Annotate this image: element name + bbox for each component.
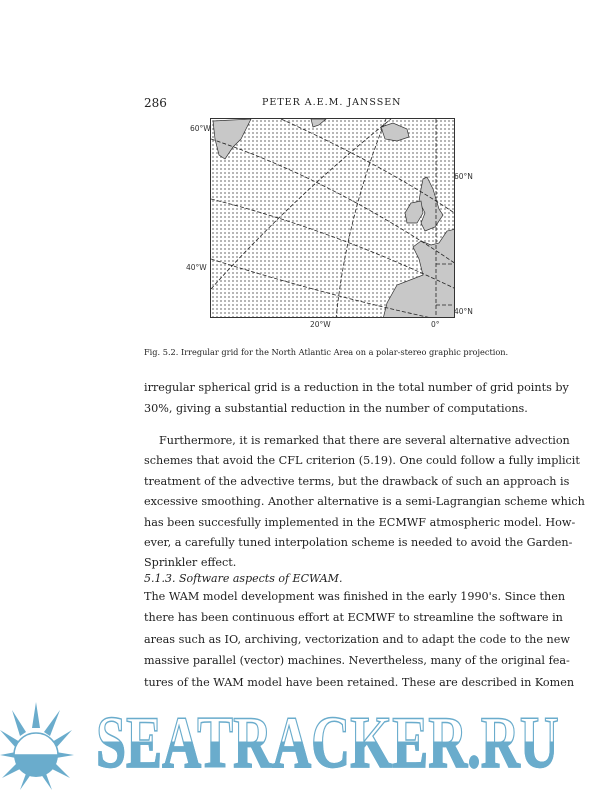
body-line: Furthermore, it is remarked that there are several alternative advection [159, 434, 570, 447]
body-line: excessive smoothing. Another alternative is a semi-Lagrangian scheme which [144, 495, 585, 508]
body-line: treatment of the advective terms, but the drawback of such an approach is [144, 475, 570, 488]
greenland [213, 119, 251, 159]
section-heading: 5.1.3. Software aspects of ECWAM. [144, 572, 343, 585]
land-masses [213, 119, 455, 318]
great-britain [419, 177, 443, 231]
body-line: 30%, giving a substantial reduction in the number of computations. [144, 402, 528, 415]
sun-logo-icon [0, 700, 80, 790]
greenland-east [311, 119, 326, 127]
page-number: 286 [144, 96, 167, 110]
body-line: areas such as IO, archiving, vectorization and to adapt the code to the new [144, 633, 570, 646]
label-40w: 40°W [186, 263, 207, 272]
running-head: PETER A.E.M. JANSSEN [262, 97, 402, 108]
body-line: tures of the WAM model have been retained. These are described in Komen [144, 676, 575, 689]
grid-map-figure [210, 118, 455, 318]
body-line: irregular spherical grid is a reduction in the total number of grid points by [144, 381, 569, 394]
body-line: schemes that avoid the CFL criterion (5.19). One could follow a fully implicit [144, 454, 580, 467]
body-line: Sprinkler effect. [144, 556, 237, 569]
iceland [381, 123, 409, 141]
label-0: 0° [431, 320, 440, 329]
body-line: The WAM model development was finished in the early 1990's. Since then [144, 590, 566, 603]
label-40n: 40°N [454, 307, 473, 316]
label-60n: 60°N [454, 172, 473, 181]
label-60w: 60°W [190, 124, 211, 133]
body-line: massive parallel (vector) machines. Nevertheless, many of the original fea- [144, 654, 570, 667]
figure-caption: Fig. 5.2. Irregular grid for the North Atlantic Area on a polar-stereo graphic projection. [144, 347, 509, 357]
ireland [405, 201, 423, 223]
body-line: ever, a carefully tuned interpolation scheme is needed to avoid the Garden- [144, 536, 573, 549]
label-20w: 20°W [310, 320, 331, 329]
body-line: there has been continuous effort at ECMWF to streamline the software in [144, 611, 563, 624]
watermark-text: SEATRACKER.RU [96, 702, 559, 784]
body-line: has been succesfully implemented in the ECMWF atmospheric model. How- [144, 516, 576, 529]
